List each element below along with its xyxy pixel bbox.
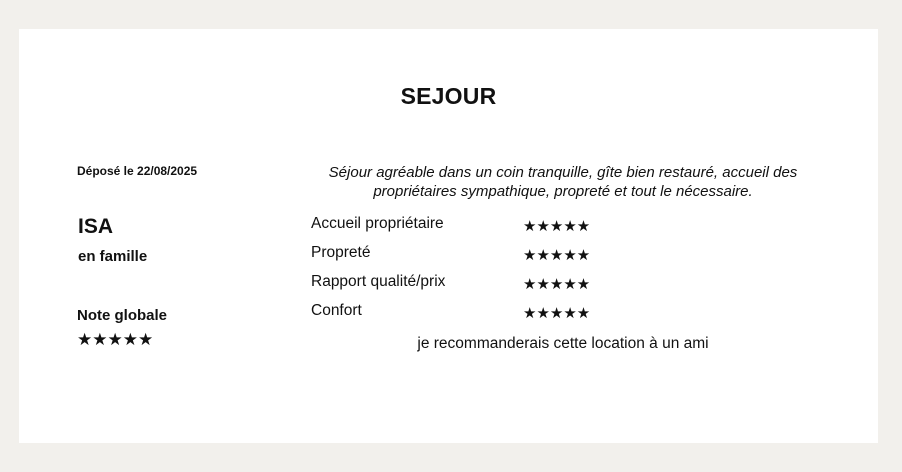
review-context: en famille [78,248,148,265]
criteria-list [311,215,631,331]
criteria-stars-icon: ★★★★★ [523,304,591,322]
review-date: Déposé le 22/08/2025 [77,164,198,178]
global-rating-label: Note globale [77,307,168,324]
criteria-label: Propreté [311,244,371,261]
criteria-row [311,302,631,331]
recommendation-text: je recommanderais cette location à un ami [417,335,709,352]
criteria-label: Rapport qualité/prix [311,273,446,290]
criteria-row [311,273,631,302]
criteria-row [311,244,631,273]
criteria-label: Confort [311,302,362,319]
review-card [19,29,878,443]
criteria-stars-icon: ★★★★★ [523,217,591,235]
review-author: ISA [78,215,114,238]
global-rating-stars-icon: ★★★★★ [77,330,154,350]
review-comment: Séjour agréable dans un coin tranquille, gîte bien restauré, accueil des propriétaires sympathique, propreté et tout le nécessaire. [328,164,798,200]
criteria-row [311,215,631,244]
criteria-stars-icon: ★★★★★ [523,246,591,264]
criteria-label: Accueil propriétaire [311,215,444,232]
criteria-stars-icon: ★★★★★ [523,275,591,293]
review-title: SEJOUR [400,83,497,109]
